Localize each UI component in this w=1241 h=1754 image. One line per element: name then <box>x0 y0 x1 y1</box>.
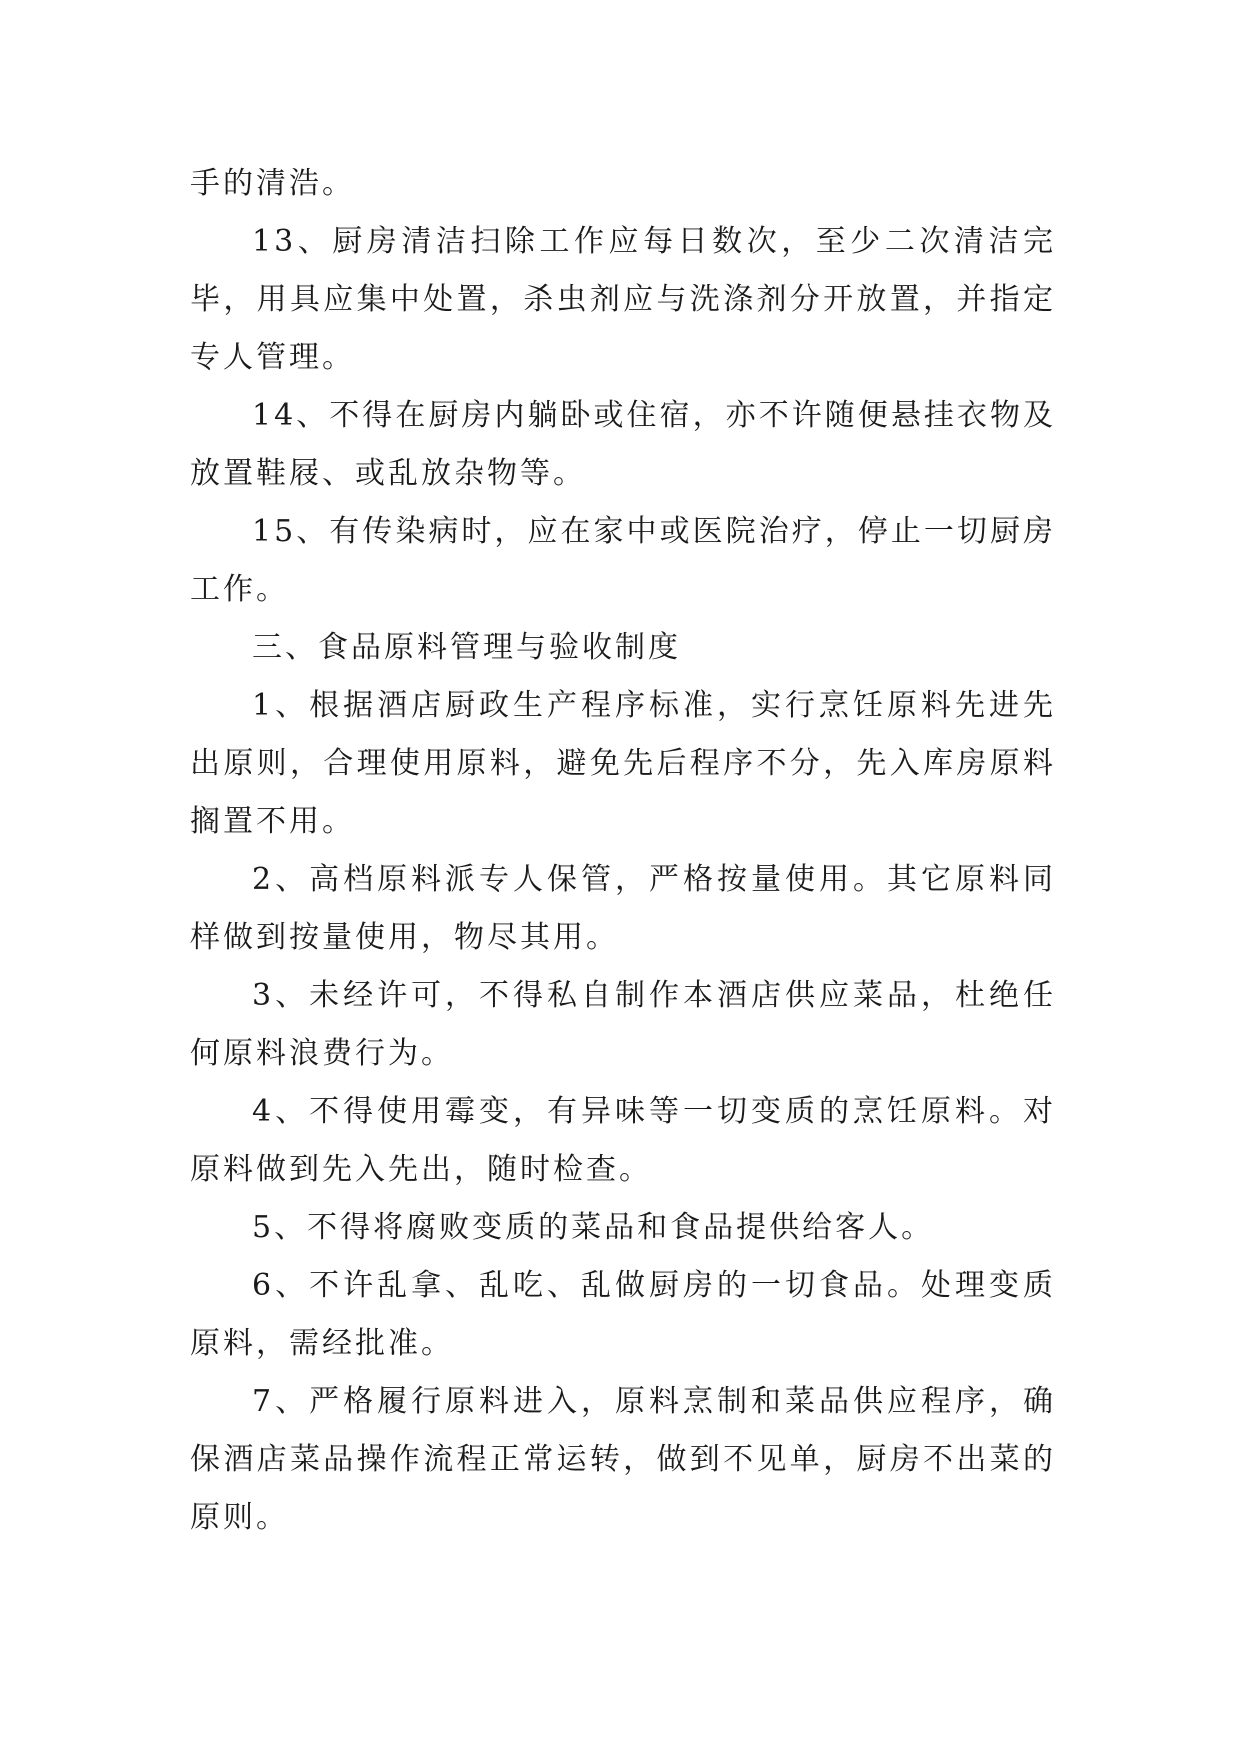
paragraph-item-14: 14、不得在厨房内躺卧或住宿，亦不许随便悬挂衣物及放置鞋屐、或乱放杂物等。 <box>190 398 1056 491</box>
paragraph-item-15: 15、有传染病时，应在家中或医院治疗，停止一切厨房工作。 <box>190 514 1056 607</box>
section-heading: 三、食品原料管理与验收制度 <box>252 630 681 665</box>
paragraph-item-13: 13、厨房清洁扫除工作应每日数次，至少二次清洁完毕，用具应集中处置，杀虫剂应与洗涤剂分开放置，并指定专人管理。 <box>190 224 1056 375</box>
paragraph-item-1: 1、根据酒店厨政生产程序标准，实行烹饪原料先进先出原则，合理使用原料，避免先后程序不分，先入库房原料搁置不用。 <box>190 688 1056 839</box>
paragraph-item-7: 7、严格履行原料进入，原料烹制和菜品供应程序，确保酒店菜品操作流程正常运转，做到不见单，厨房不出菜的原则。 <box>190 1384 1056 1535</box>
paragraph-item-6: 6、不许乱拿、乱吃、乱做厨房的一切食品。处理变质原料，需经批准。 <box>190 1268 1056 1361</box>
document-body <box>190 155 1056 1547</box>
paragraph-item-3: 3、未经许可，不得私自制作本酒店供应菜品，杜绝任何原料浪费行为。 <box>190 978 1056 1071</box>
paragraph-item-4: 4、不得使用霉变，有异味等一切变质的烹饪原料。对原料做到先入先出，随时检查。 <box>190 1094 1056 1187</box>
paragraph-continuation: 手的清浩。 <box>190 166 355 201</box>
paragraph-item-2: 2、高档原料派专人保管，严格按量使用。其它原料同样做到按量使用，物尽其用。 <box>190 862 1056 955</box>
paragraph-item-5: 5、不得将腐败变质的菜品和食品提供给客人。 <box>252 1210 935 1245</box>
